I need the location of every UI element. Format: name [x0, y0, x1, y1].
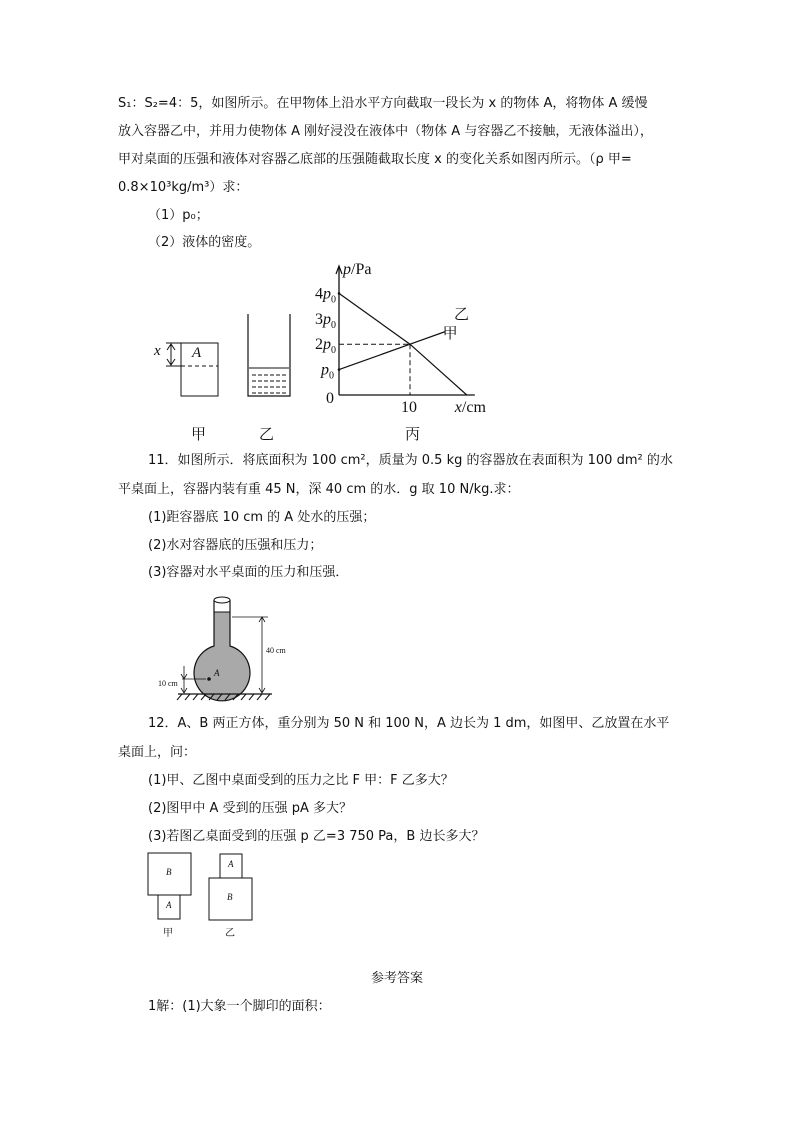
p10-line3: 甲对桌面的压强和液体对容器乙底部的压强随截取长度 x 的变化关系如图丙所示。（ρ 甲=	[118, 152, 632, 167]
p12-question1: (1)甲、乙图中桌面受到的压力之比 F 甲：F 乙多大？	[148, 773, 454, 788]
p10-line1: S₁：S₂=4：5，如图所示。在甲物体上沿水平方向截取一段长为 x 的物体 A，将物体 A 缓慢	[118, 96, 648, 111]
p11-stem2: 平桌面上，容器内装有重 45 N，深 40 cm 的水．g 取 10 N/kg.求：	[118, 482, 520, 497]
label-10cm: 10 cm	[158, 679, 178, 688]
p12-stem2: 桌面上，问：	[118, 745, 197, 760]
y-tick-label: $3p_0$	[315, 310, 336, 331]
answers-heading: 参考答案	[370, 971, 423, 986]
x-axis-label: x/cm	[454, 399, 486, 416]
series-label-yi: 乙	[454, 306, 470, 323]
p10-question2: （2）液体的密度。	[148, 235, 261, 250]
p12-question3: (3)若图乙桌面受到的压强 p 乙=3 750 Pa，B 边长多大？	[148, 829, 485, 844]
label-40cm: 40 cm	[266, 646, 286, 655]
p10-question1: （1）p₀；	[148, 208, 209, 223]
y-axis-label: p/Pa	[343, 261, 372, 278]
p11-question2: (2)水对容器底的压强和压力；	[148, 538, 323, 553]
p11-stem1: 11．如图所示．将底面积为 100 cm²，质量为 0.5 kg 的容器放在表面积为 100 dm² 的水	[148, 453, 673, 468]
y-tick-label: $4p_0$	[315, 285, 336, 306]
p10-line2: 放入容器乙中，并用力使物体 A 刚好浸没在液体中（物体 A 与容器乙不接触，无液体溢出），	[118, 124, 653, 139]
label-B-jia: B	[166, 867, 172, 877]
label-jia: 甲	[191, 425, 207, 443]
label-B-yi: B	[227, 892, 233, 902]
p11-question3: (3)容器对水平桌面的压力和压强．	[148, 565, 349, 580]
y-tick-label: $2p_0$	[315, 336, 336, 357]
p12-question2: (2)图甲中 A 受到的压强 pA 多大？	[148, 801, 352, 816]
label-x: x	[154, 343, 161, 359]
p11-question1: (1)距容器底 10 cm 的 A 处水的压强；	[148, 510, 376, 525]
origin-label: 0	[326, 390, 334, 407]
x-tick-label: 10	[401, 399, 417, 416]
label-A-jia: A	[166, 900, 172, 910]
label-bing: 丙	[405, 425, 421, 443]
label-yi: 乙	[259, 425, 275, 443]
label-fig-yi: 乙	[225, 928, 235, 939]
label-point-A: A	[214, 668, 220, 678]
p12-stem1: 12．A、B 两正方体，重分别为 50 N 和 100 N，A 边长为 1 dm，如图甲、乙放置在水平	[148, 716, 670, 731]
label-A-yi: A	[228, 859, 234, 869]
y-tick-label: $p_0$	[321, 361, 334, 382]
answer-line1: 1解：(1)大象一个脚印的面积：	[148, 999, 331, 1014]
label-block-A: A	[192, 345, 202, 361]
label-fig-jia: 甲	[163, 928, 173, 939]
series-label-jia: 甲	[442, 325, 458, 342]
p10-line4: 0.8×10³kg/m³）求：	[118, 180, 249, 195]
